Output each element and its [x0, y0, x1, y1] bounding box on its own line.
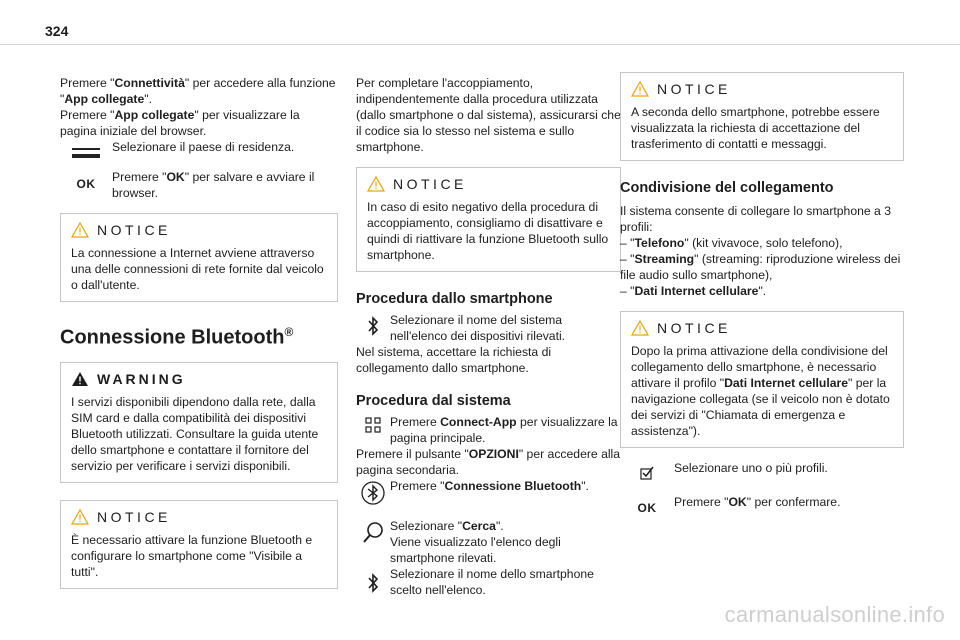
- step-ok-browser: [60, 169, 338, 201]
- ok-icon: [620, 494, 674, 515]
- notice-internet: [60, 213, 338, 302]
- bluetooth-icon: [356, 566, 390, 594]
- notice-text: La connessione a Internet avviene attraverso una delle connessioni di rete fornite dal veicolo o dall'utente.: [71, 246, 324, 292]
- step-select-profiles: [620, 460, 904, 480]
- search-text: Selezionare "Cerca". Viene visualizzato l'elenco degli smartphone rilevati.: [390, 519, 561, 565]
- step-search: [356, 518, 621, 566]
- warning-title: WARNING: [97, 370, 186, 387]
- notice-title: NOTICE: [657, 320, 731, 336]
- page-number: 324: [45, 23, 69, 39]
- notice-title: NOTICE: [393, 176, 467, 192]
- section-heading-bluetooth: Connessione Bluetooth®: [60, 325, 294, 349]
- notice-internet-profile: [620, 311, 904, 448]
- profile-streaming: – "Streaming" (streaming: riproduzione wireless dei file audio sullo smartphone),: [620, 252, 901, 282]
- select-smartphone-text: Selezionare il nome dello smartphone scelto nell'elenco.: [390, 567, 594, 597]
- watermark: carmanualsonline.info: [724, 602, 945, 627]
- notice-triangle-icon: [631, 81, 649, 97]
- notice-text: A seconda dello smartphone, potrebbe essere visualizzata la richiesta di accettazione del trasferimento di contatti e messaggi.: [631, 105, 880, 151]
- notice-triangle-icon: [71, 222, 89, 238]
- paragraph-browser: Premere "App collegate" per visualizzare la pagina iniziale del browser.: [60, 108, 300, 138]
- pairing-intro: Per completare l'accoppiamento, indipendentemente dalla procedura utilizzata (dallo smartphone o dal sistema), assicurarsi che il codice sia lo stesso nel sistema e sullo smartphone.: [356, 76, 621, 154]
- paragraph-connectivity: Premere "Connettività" per accedere alla funzione "App collegate".: [60, 76, 336, 106]
- confirm-text: Premere "OK" per confermare.: [674, 495, 841, 509]
- column-1: [60, 75, 338, 589]
- notice-title: NOTICE: [97, 222, 171, 238]
- notice-title: NOTICE: [97, 508, 171, 525]
- column-2: [356, 75, 621, 598]
- column-3: [620, 72, 904, 515]
- notice-bluetooth-visible: [60, 500, 338, 589]
- options-text: Premere il pulsante "OPZIONI" per accedere alla pagina secondaria.: [356, 447, 621, 477]
- heading-link-sharing: Condivisione del collegamento: [620, 180, 834, 196]
- bluetooth-icon: [356, 312, 390, 337]
- bluetooth-connection-text: Premere "Connessione Bluetooth".: [390, 479, 589, 493]
- notice-text: In caso di esito negativo della procedura di accoppiamento, consigliamo di disattivare e quindi di riattivare la funzione Bluetooth sullo smartphone.: [367, 200, 609, 262]
- notice-triangle-icon: [367, 176, 385, 192]
- notice-pairing-failure: [356, 167, 621, 272]
- search-icon: [356, 518, 390, 545]
- bluetooth-circle-icon: [356, 478, 390, 506]
- notice-text: È necessario attivare la funzione Bluetooth e configurare lo smartphone come "Visibile a tutti".: [71, 532, 313, 579]
- connect-app-text: Premere Connect-App per visualizzare la pagina principale.: [390, 415, 618, 445]
- warning-services: [60, 362, 338, 483]
- ok-icon: [60, 169, 112, 191]
- step-select-country: [60, 139, 338, 159]
- ok-label: OK: [637, 501, 657, 515]
- heading-system-procedure: Procedura dal sistema: [356, 393, 511, 409]
- notice-triangle-icon: [631, 320, 649, 336]
- select-country-text: Selezionare il paese di residenza.: [112, 140, 295, 154]
- warning-triangle-icon: [71, 371, 89, 387]
- select-profiles-text: Selezionare uno o più profili.: [674, 461, 828, 475]
- checkbox-icon: [620, 460, 674, 480]
- heading-smartphone-procedure: Procedura dallo smartphone: [356, 291, 553, 307]
- header-divider: [0, 44, 960, 45]
- step-select-smartphone: [356, 566, 621, 598]
- notice-text: Dopo la prima attivazione della condivisione del collegamento dello smartphone, è necessario attivare il profilo "Dati Internet cellulare" per la navigazione collegata (se il veicolo non è dotato dei servizi di "Chiamata di emergenza e assistenza").: [631, 344, 890, 438]
- step-confirm: [620, 494, 904, 515]
- warning-text: I servizi disponibili dipendono dalla rete, dalla SIM card e dalla compatibilità dei dispositivi Bluetooth utilizzati. Consultare la guida utente dello smartphone e contattare il fornitore del servizio per verificare i servizi disponibili.: [71, 394, 319, 473]
- ok-browser-text: Premere "OK" per salvare e avviare il browser.: [112, 170, 315, 200]
- profile-telefono: – "Telefono" (kit vivavoce, solo telefono),: [620, 236, 843, 250]
- apps-grid-icon: [356, 414, 390, 433]
- notice-triangle-icon: [71, 509, 89, 525]
- profiles-intro: Il sistema consente di collegare lo smartphone a 3 profili:: [620, 204, 891, 234]
- accept-request-text: Nel sistema, accettare la richiesta di collegamento dallo smartphone.: [356, 345, 552, 375]
- notice-contacts-transfer: [620, 72, 904, 161]
- step-connect-app: [356, 414, 621, 446]
- notice-title: NOTICE: [657, 81, 731, 97]
- profile-dati: – "Dati Internet cellulare".: [620, 284, 767, 298]
- select-system-text: Selezionare il nome del sistema nell'elenco dei dispositivi rilevati.: [390, 313, 566, 343]
- step-select-system: [356, 312, 621, 344]
- list-icon: [60, 139, 112, 159]
- ok-label: OK: [76, 177, 96, 191]
- step-bluetooth-connection: [356, 478, 621, 506]
